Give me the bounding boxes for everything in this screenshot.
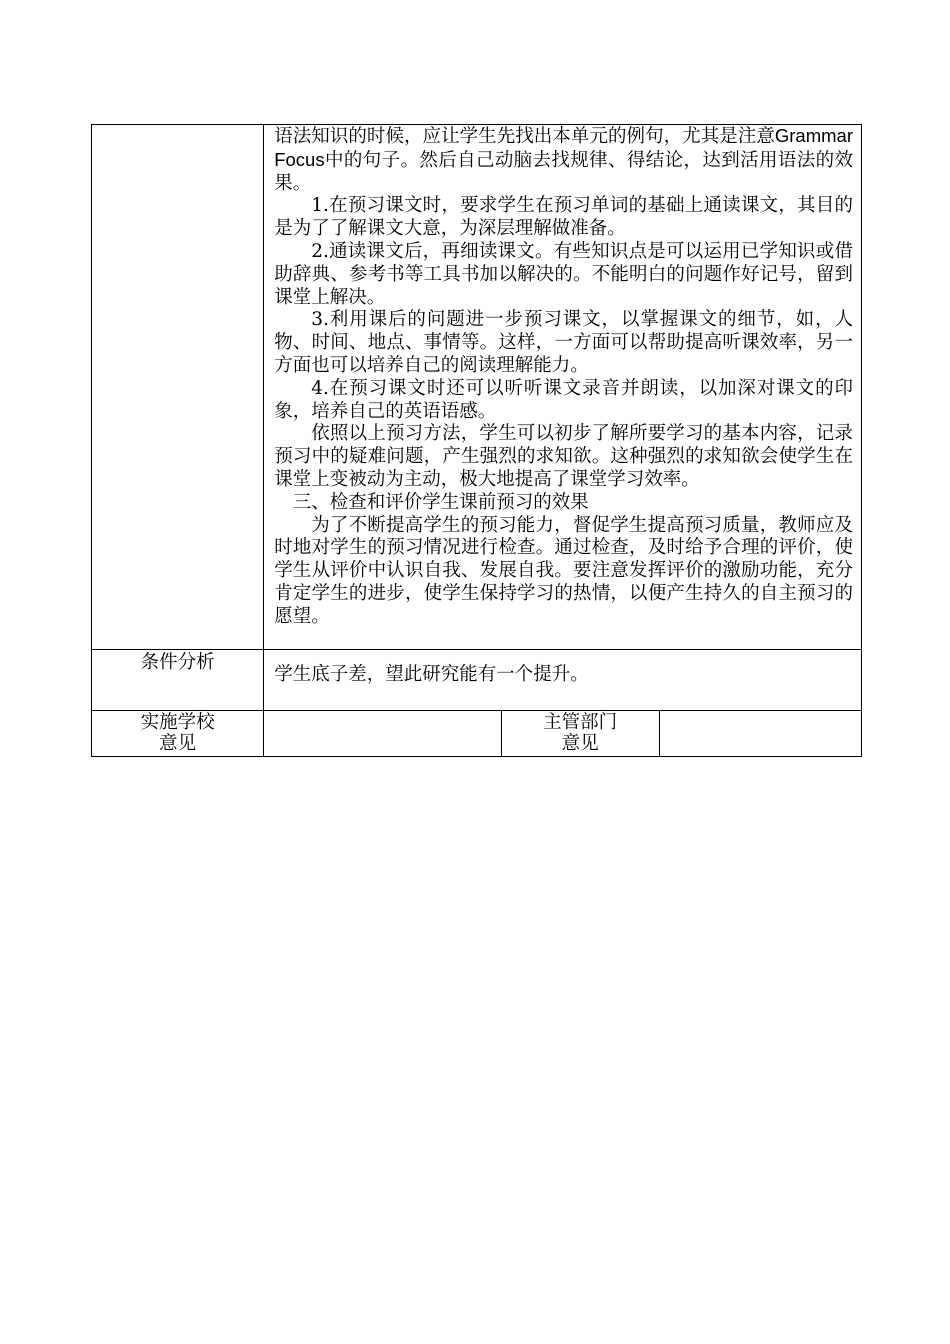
signature-row: [92, 710, 862, 756]
paragraph-step-3: 3.利用课后的问题进一步预习课文，以掌握课文的细节，如，人物、时间、地点、事情等。这样，一方面可以帮助提高听课效率，另一方面也可以培养自己的阅读理解能力。: [274, 309, 853, 376]
condition-text: 学生底子差，望此研究能有一个提升。: [264, 649, 862, 710]
paragraph-step-2: 2.通读课文后，再细读课文。有些知识点是可以运用已学知识或借助辞典、参考书等工具书加以解决的。不能明白的问题作好记号，留到课堂上解决。: [274, 240, 853, 308]
paragraph-grammar: 语法知识的时候，应让学生先找出本单元的例句，尤其是注意Grammar Focus中的句子。然后自己动脑去找规律、得结论，达到活用语法的效果。: [274, 125, 853, 194]
paragraph-summary: 依照以上预习方法，学生可以初步了解所要学习的基本内容，记录预习中的疑难问题，产生强烈的求知欲。这种强烈的求知欲会使学生在课堂上变被动为主动，极大地提高了课堂学习效率。: [274, 423, 853, 490]
school-opinion-label: 实施学校 意见: [92, 710, 264, 756]
section-heading-3: 三、检查和评价学生课前预习的效果: [292, 491, 589, 513]
condition-row: [92, 649, 862, 710]
paragraph-step-4: 4.在预习课文时还可以听听课文录音并朗读，以加深对课文的印象，培养自己的英语语感。: [274, 377, 853, 422]
content-text-cell: [264, 125, 862, 650]
condition-label: 条件分析: [92, 649, 264, 710]
content-row: [92, 125, 862, 650]
dept-opinion-label: 主管部门 意见: [501, 710, 659, 756]
paragraph-evaluation: 为了不断提高学生的预习能力，督促学生提高预习质量，教师应及时地对学生的预习情况进行检查。通过检查，及时给予合理的评价，使学生从评价中认识自我、发展自我。要注意发挥评价的激励功能，充分肯定学生的进步，使学生保持学习的热情，以便产生持久的自主预习的愿望。: [274, 514, 853, 627]
content-body: [264, 125, 861, 649]
project-form-table: [91, 124, 862, 757]
content-label-cell: [92, 125, 264, 650]
dept-opinion-field[interactable]: [659, 710, 861, 756]
grammar-focus-term: Grammar Focus: [274, 125, 853, 170]
paragraph-step-1: 1.在预习课文时，要求学生在预习单词的基础上通读课文，其目的是为了了解课文大意，为深层理解做准备。: [274, 195, 853, 240]
school-opinion-field[interactable]: [264, 710, 501, 756]
